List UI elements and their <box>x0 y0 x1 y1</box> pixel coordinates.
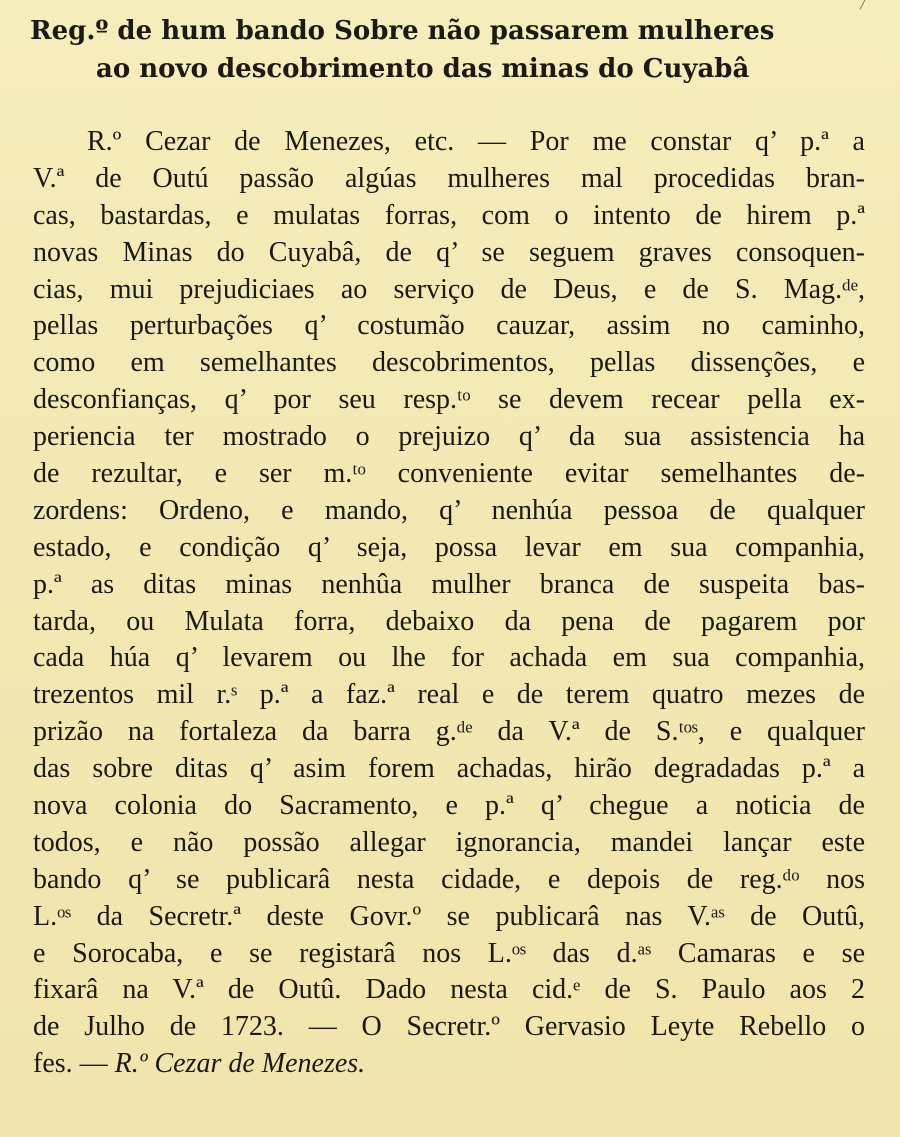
body-line: cas, bastardas, e mulatas forras, com o intento de hirem p.ª <box>33 199 865 231</box>
body-line: p.ª as ditas minas nenhûa mulher branca de suspeita bas- <box>33 568 865 600</box>
closing-prefix: fes. — <box>33 1048 115 1080</box>
body-line: e Sorocaba, e se registarâ nos L.ᵒˢ das d.ᵃˢ Camaras e se <box>33 937 865 969</box>
body-line: L.ᵒˢ da Secretr.ª deste Govr.º se publicarâ nas V.ᵃˢ de Outû, <box>33 900 865 932</box>
body-line: R.º Cezar de Menezes, etc. — Por me constar q’ p.ª a <box>87 126 865 157</box>
body-line: desconfianças, q’ por seu resp.ᵗᵒ se devem recear pella ex- <box>33 384 865 416</box>
body-line: cada húa q’ levarem ou lhe for achada em sua companhia, <box>33 642 865 674</box>
body-line: de rezultar, e ser m.ᵗᵒ conveniente evitar semelhantes de- <box>33 458 865 490</box>
body-line: trezentos mil r.ˢ p.ª a faz.ª real e de terem quatro mezes de <box>33 679 865 711</box>
signature: R.º Cezar de Menezes. <box>114 1048 366 1080</box>
body-line: estado, e condição q’ seja, possa levar em sua companhia, <box>33 531 865 563</box>
body-line: periencia ter mostrado o prejuizo q’ da sua assistencia ha <box>33 421 865 453</box>
body-line: novas Minas do Cuyabâ, de q’ se seguem graves consoquen- <box>33 236 865 268</box>
body-line: todos, e não possão allegar ignorancia, mandei lançar este <box>33 826 865 858</box>
closing-line <box>33 1046 865 1083</box>
body-line: zordens: Ordeno, e mando, q’ nenhúa pessoa de qualquer <box>33 494 865 526</box>
body-line: nova colonia do Sacramento, e p.ª q’ chegue a noticia de <box>33 790 865 822</box>
body-line: pellas perturbações q’ costumão cauzar, assim no caminho, <box>33 310 865 342</box>
body-line: de Julho de 1723. — O Secretr.º Gervasio Leyte Rebello o <box>33 1011 865 1043</box>
document-body <box>33 124 865 1083</box>
heading-line-2: ao novo descobrimento das minas do Cuyabâ <box>96 54 750 84</box>
page-corner-mark: ╱ <box>860 0 867 10</box>
body-line: tarda, ou Mulata forra, debaixo da pena de pagarem por <box>33 605 865 637</box>
body-line: cias, mui prejudiciaes ao serviço de Deus, e de S. Mag.ᵈᵉ, <box>33 273 865 305</box>
body-line: das sobre ditas q’ asim forem achadas, hirão degradadas p.ª a <box>33 753 865 785</box>
body-line: como em semelhantes descobrimentos, pellas dissenções, e <box>33 347 865 379</box>
body-line: bando q’ se publicarâ nesta cidade, e depois de reg.ᵈᵒ nos <box>33 863 865 895</box>
body-line: V.ª de Outú passão algúas mulheres mal procedidas bran- <box>33 162 865 194</box>
document-heading <box>30 12 870 88</box>
body-line: fixarâ na V.ª de Outû. Dado nesta cid.ᵉ de S. Paulo aos 2 <box>33 974 865 1006</box>
body-line: prizão na fortaleza da barra g.ᵈᵉ da V.ª de S.ᵗᵒˢ, e qualquer <box>33 716 865 748</box>
heading-line-1: Reg.º de hum bando Sobre não passarem mulheres <box>30 16 775 46</box>
